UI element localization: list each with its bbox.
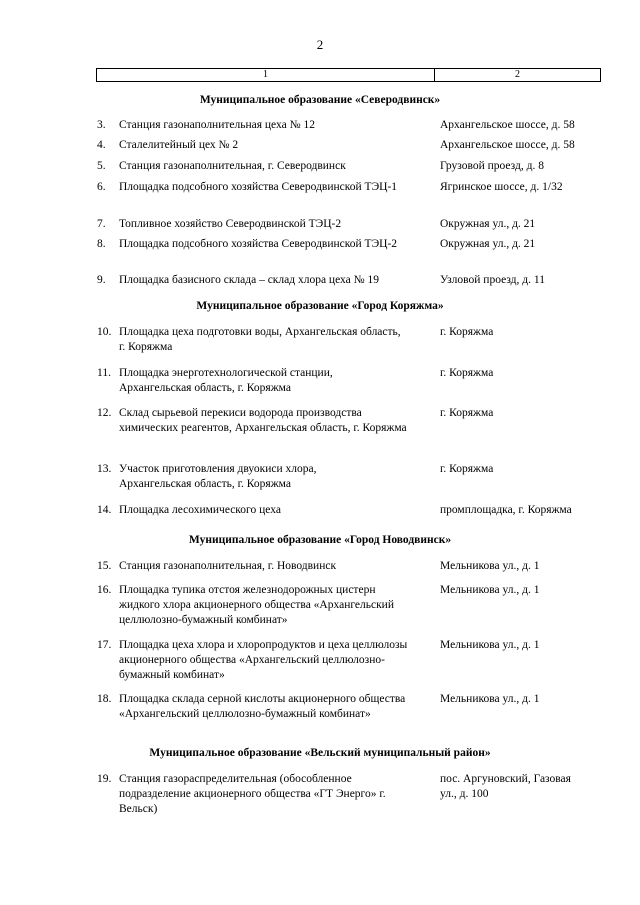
facility-address: г. Коряжма: [440, 407, 494, 419]
row-number: 8.: [97, 238, 106, 250]
facility-name: Площадка тупика отстоя железнодорожных цистерн жидкого хлора акционерного общества «Архангельский целлюлозно-бумажный комбинат»: [119, 584, 394, 626]
facility-address: г. Коряжма: [440, 326, 494, 338]
facility-name: Склад сырьевой перекиси водорода производства химических реагентов, Архангельская область, г. Коряжма: [119, 407, 407, 434]
facility-address: Окружная ул., д. 21: [440, 238, 536, 250]
facility-address: Узловой проезд, д. 11: [440, 274, 545, 286]
row-number: 6.: [97, 181, 106, 193]
row-number: 15.: [97, 560, 112, 572]
facility-address: промплощадка, г. Коряжма: [440, 504, 572, 516]
facility-address: пос. Аргуновский, Газовая ул., д. 100: [440, 773, 571, 800]
section-title-koryazhma: Муниципальное образование «Город Коряжма»: [196, 300, 444, 312]
facility-name: Площадка подсобного хозяйства Северодвинской ТЭЦ-2: [119, 238, 398, 250]
facility-address: Окружная ул., д. 21: [440, 218, 536, 230]
facility-name: Топливное хозяйство Северодвинской ТЭЦ-2: [119, 218, 342, 230]
facility-name: Площадка склада серной кислоты акционерного общества «Архангельский целлюлозно-бумажный комбинат»: [119, 693, 406, 720]
row-number: 3.: [97, 119, 106, 131]
facility-name: Сталелитейный цех № 2: [119, 139, 239, 151]
facility-address: Архангельское шоссе, д. 58: [440, 119, 575, 131]
row-number: 5.: [97, 160, 106, 172]
facility-address: Архангельское шоссе, д. 58: [440, 139, 575, 151]
section-title-velsk: Муниципальное образование «Вельский муниципальный район»: [149, 747, 491, 759]
facility-name: Площадка цеха подготовки воды, Архангельская область, г. Коряжма: [119, 326, 401, 353]
row-number: 10.: [97, 326, 112, 338]
row-number: 16.: [97, 584, 112, 596]
facility-address: г. Коряжма: [440, 463, 494, 475]
facility-name: Станция газонаполнительная, г. Северодвинск: [119, 160, 346, 172]
facility-name: Площадка энерготехнологической станции, Архангельская область, г. Коряжма: [119, 367, 333, 394]
facility-name: Площадка цеха хлора и хлоропродуктов и цеха целлюлозы акционерного общества «Архангельский целлюлозно-бумажный комбинат»: [119, 639, 408, 681]
facility-name: Станция газораспределительная (обособленное подразделение акционерного общества «ГТ Энерго» г. Вельск): [119, 773, 386, 815]
row-number: 17.: [97, 639, 112, 651]
table-header-col-1: 1: [97, 69, 435, 81]
row-number: 7.: [97, 218, 106, 230]
facility-address: Грузовой проезд, д. 8: [440, 160, 544, 172]
table-header-col-2: 2: [515, 69, 520, 80]
facility-name: Участок приготовления двуокиси хлора, Архангельская область, г. Коряжма: [119, 463, 317, 490]
facility-name: Площадка базисного склада – склад хлора цеха № 19: [119, 274, 379, 286]
row-number: 19.: [97, 773, 112, 785]
section-title-novodvinsk: Муниципальное образование «Город Новодвинск»: [188, 534, 452, 546]
facility-address: Ягринское шоссе, д. 1/32: [440, 181, 563, 193]
page-number: 2: [316, 37, 324, 52]
facility-address: Мельникова ул., д. 1: [440, 584, 540, 596]
facility-name: Станция газонаполнительная цеха № 12: [119, 119, 315, 131]
facility-address: Мельникова ул., д. 1: [440, 693, 540, 705]
facility-name: Площадка лесохимического цеха: [119, 504, 281, 516]
row-number: 11.: [97, 367, 111, 379]
facility-name: Площадка подсобного хозяйства Северодвинской ТЭЦ-1: [119, 181, 398, 193]
row-number: 14.: [97, 504, 112, 516]
table-header: [96, 68, 601, 82]
facility-address: Мельникова ул., д. 1: [440, 639, 540, 651]
row-number: 4.: [97, 139, 106, 151]
facility-address: г. Коряжма: [440, 367, 494, 379]
row-number: 12.: [97, 407, 112, 419]
row-number: 13.: [97, 463, 112, 475]
facility-name: Станция газонаполнительная, г. Новодвинск: [119, 560, 337, 572]
facility-address: Мельникова ул., д. 1: [440, 560, 540, 572]
row-number: 9.: [97, 274, 106, 286]
row-number: 18.: [97, 693, 112, 705]
section-title-severodvinsk: Муниципальное образование «Северодвинск»: [199, 94, 441, 106]
